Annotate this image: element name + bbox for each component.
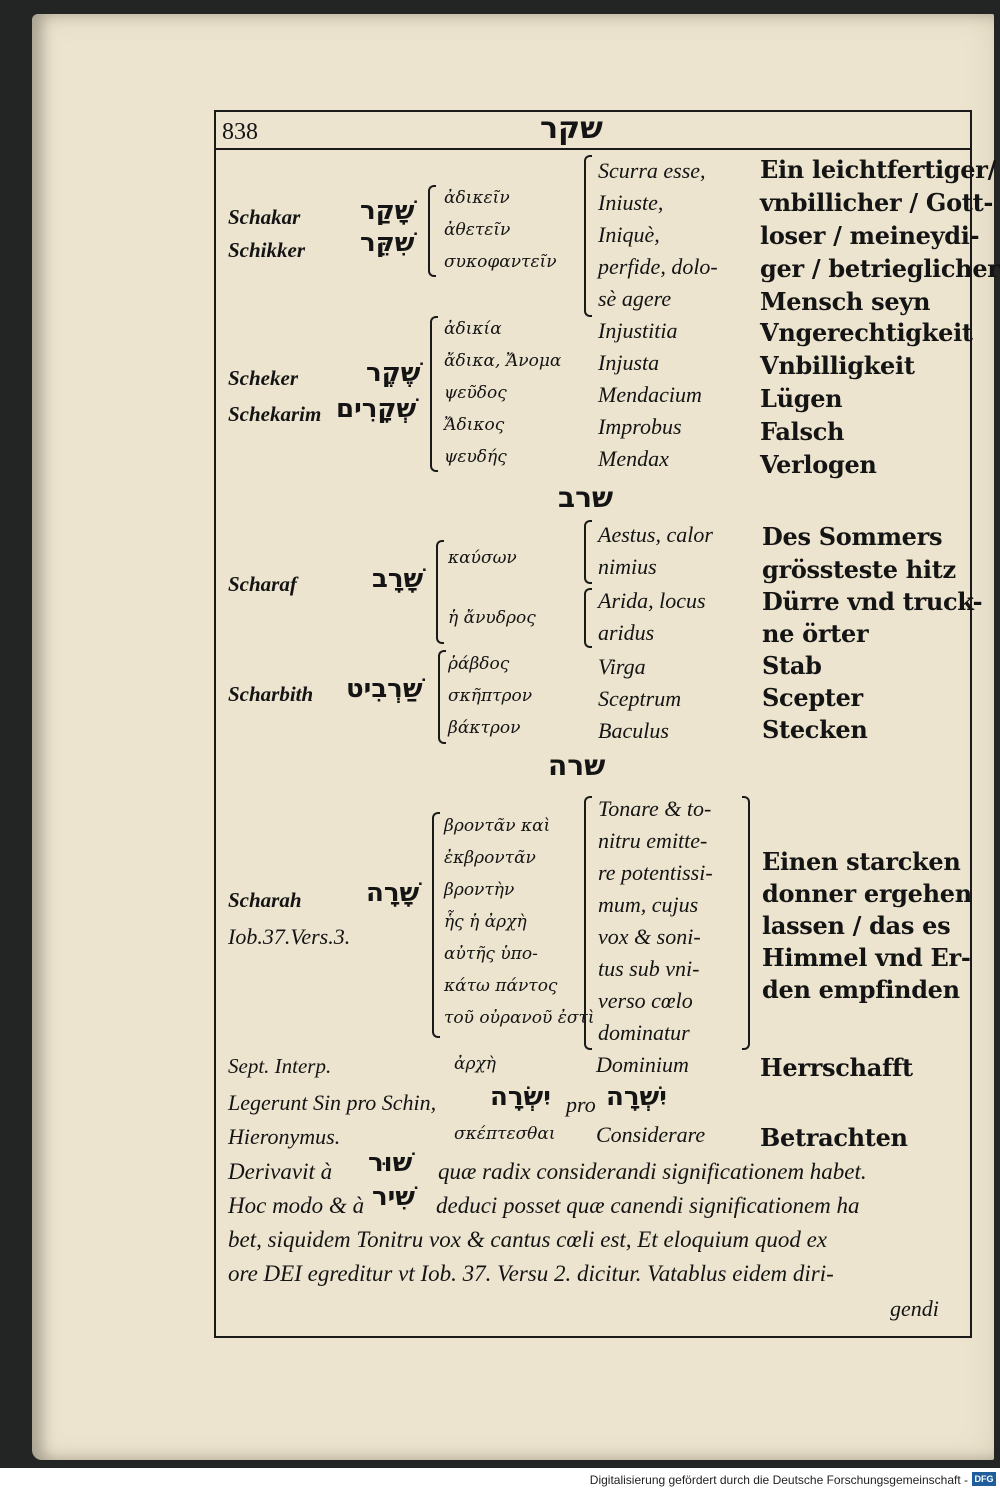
- note-label: Sept. Interp.: [228, 1054, 332, 1078]
- greek-term: σκῆπτρον: [448, 686, 533, 706]
- greek-term: βάκτρον: [448, 718, 521, 738]
- greek-term: ἀθετεῖν: [444, 220, 511, 240]
- german-term: lassen / das es: [762, 911, 951, 940]
- german-term: Herrschafft: [760, 1053, 913, 1082]
- section-title-hebrew: שרב: [558, 481, 614, 514]
- paragraph-line: Derivavit à: [228, 1159, 333, 1184]
- digitization-footer: [0, 1468, 1000, 1492]
- greek-term: τοῦ οὐρανοῦ ἐστὶ: [444, 1008, 595, 1028]
- german-term: loser / meineydi-: [760, 221, 980, 250]
- german-term: grössteste hitz: [762, 555, 956, 584]
- latin-term: nimius: [598, 554, 657, 579]
- german-term: den empfinden: [762, 975, 960, 1004]
- german-term: vnbillicher / Gott-: [760, 188, 994, 217]
- german-term: Vnbilligkeit: [760, 351, 915, 380]
- entry-hebrew: שָׁרָב: [372, 564, 424, 594]
- german-term: Einen starcken: [762, 847, 961, 876]
- german-term: Verlogen: [760, 450, 877, 479]
- latin-term: mum, cujus: [598, 892, 699, 917]
- latin-term: dominatur: [598, 1020, 690, 1045]
- brace: [428, 185, 436, 277]
- greek-term: βροντὴν: [444, 880, 515, 900]
- greek-term: ῥάβδος: [448, 654, 510, 674]
- entry-hebrew: שָׁקַר: [360, 196, 415, 226]
- dfg-logo: DFG: [972, 1472, 996, 1486]
- paragraph-hebrew: שׁוּר: [368, 1148, 413, 1178]
- german-term: donner ergehen: [762, 879, 972, 908]
- latin-term: Aestus, calor: [598, 522, 713, 547]
- paragraph-hebrew: שִׁיר: [372, 1182, 416, 1212]
- paragraph-line: quæ radix considerandi significationem habet.: [438, 1159, 867, 1184]
- entry-hebrew: שְׁקָרִים: [336, 394, 417, 424]
- latin-term: Virga: [598, 654, 646, 679]
- german-term: Stecken: [762, 715, 868, 744]
- greek-term: αὐτῆς ὑπο-: [444, 944, 538, 964]
- greek-term: ἀρχὴ: [454, 1054, 496, 1074]
- paragraph-line: deduci posset quæ canendi significationem ha: [436, 1193, 860, 1218]
- latin-term: verso cœlo: [598, 988, 693, 1013]
- latin-term: Sceptrum: [598, 686, 682, 711]
- greek-term: ἀδικεῖν: [444, 188, 510, 208]
- entry-name: Schikker: [228, 238, 306, 262]
- paragraph-line: Hoc modo & à: [228, 1193, 365, 1218]
- german-term: Ein leichtfertiger/: [760, 155, 997, 184]
- entry-hebrew: שַׁרְבִיט: [346, 674, 423, 704]
- latin-term: Considerare: [596, 1122, 706, 1147]
- german-term: ne örter: [762, 619, 869, 648]
- latin-term: Improbus: [598, 414, 682, 439]
- german-term: Scepter: [762, 683, 863, 712]
- german-term: ger / betrieglicher: [760, 254, 1000, 283]
- brace: [742, 796, 750, 1050]
- entry-name: Scharbith: [228, 682, 314, 706]
- greek-term: ψεῦδος: [444, 383, 507, 403]
- latin-term: perfide, dolo-: [598, 254, 718, 279]
- entry-hebrew: שֶׁקֶר: [366, 358, 421, 388]
- greek-term: ἐκβροντᾶν: [444, 848, 536, 868]
- brace: [584, 520, 592, 584]
- section-title-hebrew: שרה: [548, 749, 606, 782]
- latin-term: Mendax: [598, 446, 669, 471]
- german-term: Vngerechtigkeit: [760, 318, 973, 347]
- entry-hebrew: שִׁקֵּר: [360, 228, 415, 258]
- latin-term: Tonare & to-: [598, 796, 712, 821]
- latin-term: Mendacium: [598, 382, 702, 407]
- footer-credit: Digitalisierung gefördert durch die Deutsche Forschungsgemeinschaft -: [589, 1473, 968, 1487]
- note-text: Legerunt Sin pro Schin,: [228, 1090, 437, 1115]
- latin-term: Iniuste,: [598, 190, 664, 215]
- greek-term: ἡ ἄνυδρος: [448, 608, 536, 628]
- german-term: Dürre vnd truck-: [762, 587, 983, 616]
- latin-term: re potentissi-: [598, 860, 713, 885]
- brace: [436, 540, 444, 644]
- german-term: Stab: [762, 651, 822, 680]
- greek-term: ψευδής: [444, 447, 507, 467]
- latin-term: tus sub vni-: [598, 956, 700, 981]
- entry-name: Schakar: [228, 205, 301, 229]
- paragraph-line: bet, siquidem Tonitru vox & cantus cœli est, Et eloquium quod ex: [228, 1227, 827, 1252]
- latin-term: vox & soni-: [598, 924, 701, 949]
- german-term: Betrachten: [760, 1123, 908, 1152]
- latin-term: sè agere: [598, 286, 672, 311]
- greek-term: σκέπτεσθαι: [454, 1124, 556, 1144]
- page-number: 838: [222, 119, 258, 145]
- entry-name: Scharaf: [228, 572, 297, 596]
- entry-name: Schekarim: [228, 402, 322, 426]
- greek-term: ἀδικία: [444, 319, 502, 339]
- greek-term: Ἄδικος: [444, 415, 505, 435]
- latin-term: Injustitia: [598, 318, 678, 343]
- paragraph-line: ore DEI egreditur vt Iob. 37. Versu 2. dicitur. Vatablus eidem diri-: [228, 1261, 834, 1286]
- german-term: Falsch: [760, 417, 845, 446]
- latin-term: Dominium: [596, 1052, 689, 1077]
- latin-term: Baculus: [598, 718, 669, 743]
- latin-term: Injusta: [598, 350, 660, 375]
- latin-term: nitru emitte-: [598, 828, 708, 853]
- note-text: pro: [566, 1092, 596, 1117]
- german-term: Mensch seyn: [760, 287, 931, 316]
- entry-name: Scheker: [228, 366, 298, 390]
- latin-term: Scurra esse,: [598, 158, 706, 183]
- note-hebrew: יִשְׂרָה: [490, 1082, 551, 1112]
- brace: [584, 588, 592, 648]
- german-term: Des Sommers: [762, 522, 943, 551]
- brace: [430, 316, 438, 472]
- german-term: Himmel vnd Er-: [762, 943, 971, 972]
- greek-term: συκοφαντεῖν: [444, 252, 557, 272]
- note-hebrew: יִשְׁרָה: [606, 1082, 667, 1112]
- brace: [438, 650, 446, 744]
- brace: [584, 796, 592, 1050]
- brace: [432, 812, 440, 1038]
- latin-term: Arida, locus: [598, 588, 706, 613]
- brace: [584, 155, 592, 317]
- greek-term: ἧς ἡ ἀρχὴ: [444, 912, 527, 932]
- entry-reference: Iob.37.Vers.3.: [228, 924, 351, 949]
- header-rule: [214, 148, 970, 150]
- latin-term: Iniquè,: [598, 222, 660, 247]
- greek-term: ἄδικα, Ἄνομα: [444, 351, 562, 371]
- note-label: Hieronymus.: [228, 1124, 341, 1149]
- greek-term: καύσων: [448, 548, 517, 568]
- page-title-hebrew: שקר: [540, 111, 603, 146]
- entry-name: Scharah: [228, 888, 302, 912]
- catchword: gendi: [890, 1296, 939, 1321]
- entry-hebrew: שָׁרָה: [366, 878, 420, 908]
- greek-term: κάτω πάντος: [444, 976, 558, 996]
- latin-term: aridus: [598, 620, 655, 645]
- german-term: Lügen: [760, 384, 843, 413]
- greek-term: βροντᾶν καὶ: [444, 816, 551, 836]
